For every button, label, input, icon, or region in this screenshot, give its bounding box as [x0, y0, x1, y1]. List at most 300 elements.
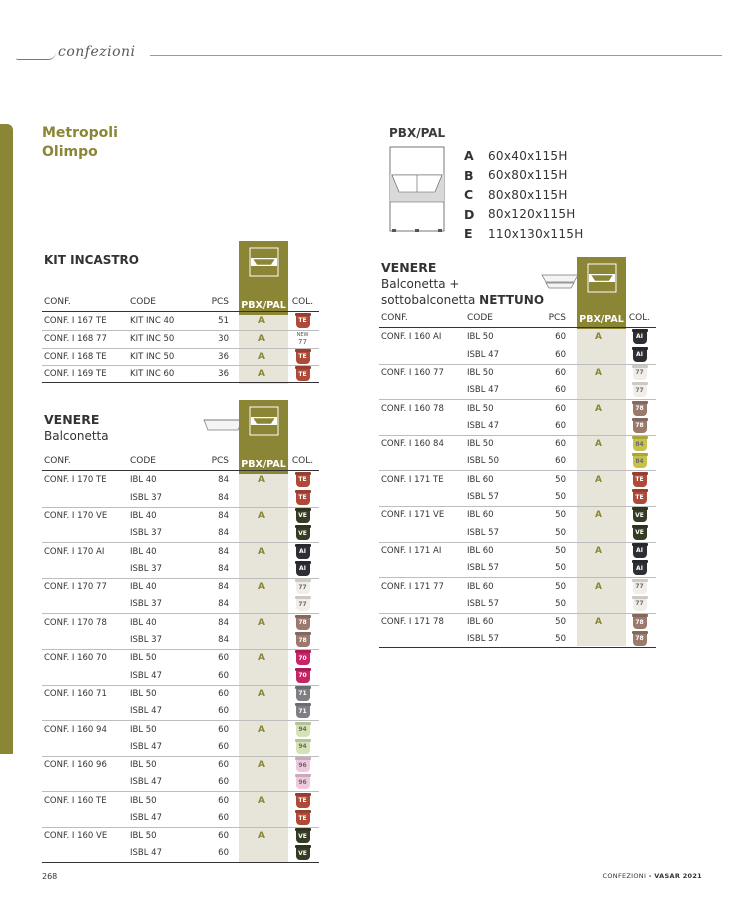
cell-pbx: A: [258, 688, 265, 699]
color-swatch-te: [296, 811, 310, 825]
color-swatch-ve: [633, 508, 647, 522]
cell-conf: CONF. I 170 78: [44, 617, 107, 628]
table-row: [379, 542, 656, 560]
cell-code: ISBL 47: [130, 848, 162, 859]
table-row: [379, 435, 656, 453]
table-row: [379, 559, 656, 577]
cell-color: [286, 597, 319, 611]
cell-color: [286, 794, 319, 808]
table-row: [42, 702, 319, 720]
cell-color: [623, 366, 656, 380]
color-code: 94: [298, 726, 307, 734]
cell-color: [623, 348, 656, 362]
color-code: 96: [298, 778, 307, 786]
brand-line1: Metropoli: [42, 125, 118, 141]
cell-pcs: 60: [218, 688, 229, 699]
cell-pbx: A: [595, 510, 602, 521]
cell-color: [286, 829, 319, 843]
cell-code: ISBL 47: [130, 813, 162, 824]
color-code: 78: [298, 619, 307, 627]
cell-conf: CONF. I 160 71: [44, 688, 107, 699]
color-swatch-71: [296, 704, 310, 718]
pbx-letter: E: [464, 226, 473, 242]
color-swatch-96: [296, 758, 310, 772]
table-row: [42, 560, 319, 578]
table-row: [379, 524, 656, 542]
new-label: NEW: [296, 332, 309, 339]
cell-pbx: A: [258, 474, 265, 485]
cell-pcs: 60: [555, 331, 566, 342]
header-conf: CONF.: [44, 297, 71, 307]
cell-conf: CONF. I 170 77: [44, 582, 107, 593]
cell-pcs: 84: [218, 546, 229, 557]
cell-pcs: 84: [218, 563, 229, 574]
color-code: 77: [635, 369, 644, 377]
cell-pcs: 50: [555, 563, 566, 574]
cell-code: IBL 50: [130, 653, 157, 664]
table-row: [42, 827, 319, 845]
table-row: [379, 577, 656, 595]
table-row: [42, 720, 319, 738]
cell-conf: CONF. I 171 78: [381, 617, 444, 628]
venere-balconetta-table: [42, 452, 319, 863]
pbx-dimension-row: [464, 205, 584, 225]
footer-separator: -: [646, 872, 655, 880]
cell-code: ISBL 47: [130, 706, 162, 717]
header-divider: [150, 55, 722, 56]
cell-conf: CONF. I 170 TE: [44, 474, 107, 485]
cell-color: [623, 580, 656, 594]
color-code: VE: [635, 529, 644, 537]
header-pcs: PCS: [211, 456, 229, 466]
color-code: 84: [635, 457, 644, 465]
table-row: [42, 667, 319, 685]
footer-catalog: [603, 872, 702, 880]
cell-code: ISBL 47: [130, 670, 162, 681]
table-row: [42, 631, 319, 649]
header-col: COL.: [291, 456, 314, 466]
cell-pcs: 60: [218, 831, 229, 842]
cell-pbx: A: [258, 546, 265, 557]
cell-pcs: 60: [218, 760, 229, 771]
color-swatch-70: [296, 669, 310, 683]
cell-color: [286, 526, 319, 540]
cell-pcs: 50: [555, 633, 566, 644]
color-code: 77: [635, 583, 644, 591]
cell-code: IBL 50: [130, 795, 157, 806]
cell-color: [286, 509, 319, 523]
header-pcs: PCS: [211, 297, 229, 307]
color-swatch-77: [633, 580, 647, 594]
cell-pcs: 50: [555, 510, 566, 521]
table-row: [379, 453, 656, 471]
subtitle2-text: sottobalconetta: [381, 293, 476, 307]
cell-code: IBL 50: [467, 439, 494, 450]
cell-code: ISBL 37: [130, 528, 162, 539]
venere-title: VENERE: [44, 412, 100, 427]
cell-color: [286, 545, 319, 559]
venere-balconetta-title: [44, 412, 109, 444]
color-swatch-ve: [296, 829, 310, 843]
color-code: AI: [299, 548, 306, 556]
table-row: [379, 399, 656, 417]
color-swatch-ai: [633, 330, 647, 344]
header-code: CODE: [130, 297, 156, 307]
cell-code: IBL 50: [130, 760, 157, 771]
cell-color: [623, 437, 656, 451]
cell-color: [623, 419, 656, 433]
cell-pcs: 60: [555, 403, 566, 414]
cell-color: [286, 562, 319, 576]
color-code: TE: [635, 476, 644, 484]
color-swatch-ai: [296, 562, 310, 576]
nettuno-pbx-header-label: PBX/PAL: [579, 314, 624, 325]
pallet-icon: [249, 247, 279, 277]
cell-code: ISBL 37: [130, 492, 162, 503]
color-swatch-ve: [633, 526, 647, 540]
cell-pcs: 30: [218, 334, 229, 345]
color-swatch-78: [633, 402, 647, 416]
table-row: [42, 312, 319, 330]
cell-pcs: 60: [555, 349, 566, 360]
cell-pcs: 60: [555, 420, 566, 431]
venere-nettuno-heading: VENERE: [381, 260, 437, 275]
kit-incastro-title: KIT INCASTRO: [44, 253, 139, 267]
table-row: [42, 791, 319, 809]
color-code: 94: [298, 743, 307, 751]
cell-conf: CONF. I 170 VE: [44, 510, 108, 521]
cell-code: IBL 40: [130, 510, 157, 521]
table-row: [42, 738, 319, 756]
cell-conf: CONF. I 171 AI: [381, 545, 442, 556]
cell-color: [623, 473, 656, 487]
table-row: [379, 417, 656, 435]
brand-line2: Olimpo: [42, 144, 98, 160]
cell-color: [286, 367, 319, 381]
cell-pbx: A: [258, 724, 265, 735]
cell-code: IBL 50: [130, 724, 157, 735]
footer-section: CONFEZIONI: [602, 872, 647, 880]
table-row: [42, 809, 319, 827]
cell-color: [623, 632, 656, 646]
cell-pcs: 60: [218, 653, 229, 664]
cell-pcs: 50: [555, 492, 566, 503]
color-code: 77: [298, 338, 307, 347]
cell-pbx: A: [595, 403, 602, 414]
kit-pbx-header-label: PBX/PAL: [241, 300, 286, 311]
cell-pcs: 60: [555, 367, 566, 378]
color-swatch-77: [633, 383, 647, 397]
cell-code: IBL 40: [130, 582, 157, 593]
pbx-dimension: 110x130x115H: [488, 226, 584, 241]
table-header-row: [379, 309, 656, 328]
color-code: 77: [635, 386, 644, 394]
cell-conf: CONF. I 168 TE: [44, 351, 107, 362]
table-row: [42, 649, 319, 667]
color-swatch-84: [633, 437, 647, 451]
cell-pcs: 60: [555, 456, 566, 467]
color-swatch-te: [296, 794, 310, 808]
table-header-row: [42, 293, 319, 312]
table-row: [42, 596, 319, 614]
color-code: TE: [298, 353, 307, 361]
table-row: [42, 845, 319, 863]
cell-color: [286, 723, 319, 737]
cell-color: [623, 383, 656, 397]
table-row: [379, 470, 656, 488]
cell-pbx: A: [258, 315, 265, 326]
venere-subtitle: Balconetta: [44, 429, 109, 443]
table-row: [379, 506, 656, 524]
pbx-dimension-row: [464, 146, 584, 166]
color-code: 71: [298, 707, 307, 715]
cell-conf: CONF. I 160 84: [381, 439, 444, 450]
pallet-diagram: [389, 146, 445, 232]
cell-pcs: 84: [218, 510, 229, 521]
color-swatch-94: [296, 723, 310, 737]
cell-pbx: A: [258, 510, 265, 521]
table-row: [42, 685, 319, 703]
color-code: TE: [298, 317, 307, 325]
color-swatch-te: [296, 367, 310, 381]
venere-nettuno-subtitle1: Balconetta +: [381, 277, 460, 291]
cell-code: IBL 50: [467, 331, 494, 342]
color-code: 78: [635, 405, 644, 413]
color-swatch-te: [633, 473, 647, 487]
table-row: [42, 471, 319, 489]
color-swatch-78: [633, 615, 647, 629]
cell-color: [286, 633, 319, 647]
cell-conf: CONF. I 171 77: [381, 581, 444, 592]
color-swatch-77: [633, 597, 647, 611]
table-header-row: [42, 452, 319, 471]
pbx-dimension-row: [464, 224, 584, 244]
header-pcs: PCS: [548, 313, 566, 323]
cell-pcs: 84: [218, 599, 229, 610]
cell-color: [286, 350, 319, 364]
table-row: [379, 346, 656, 364]
cell-pbx: A: [258, 582, 265, 593]
cell-pcs: 60: [218, 813, 229, 824]
color-code: 84: [635, 440, 644, 448]
cell-color: [286, 687, 319, 701]
cell-color: [286, 580, 319, 594]
color-swatch-ve: [296, 526, 310, 540]
header-code: CODE: [467, 313, 493, 323]
cell-color: [286, 332, 319, 346]
color-code: AI: [636, 351, 643, 359]
color-code: VE: [298, 849, 307, 857]
cell-pcs: 60: [555, 439, 566, 450]
color-code: VE: [635, 511, 644, 519]
color-swatch-ai: [633, 544, 647, 558]
cell-pcs: 50: [555, 598, 566, 609]
cell-conf: CONF. I 171 TE: [381, 474, 444, 485]
cell-pcs: 84: [218, 582, 229, 593]
cell-pcs: 84: [218, 635, 229, 646]
nettuno-pot-icon: [541, 273, 579, 289]
color-swatch-ve: [296, 846, 310, 860]
cell-conf: CONF. I 160 VE: [44, 831, 108, 842]
cell-color: [286, 616, 319, 630]
pbx-letter: B: [464, 167, 474, 183]
header-conf: CONF.: [381, 313, 408, 323]
color-swatch-78: [296, 616, 310, 630]
table-row: [379, 595, 656, 613]
table-row: [379, 488, 656, 506]
cell-pbx: A: [258, 795, 265, 806]
color-code: 70: [298, 672, 307, 680]
cell-pcs: 84: [218, 617, 229, 628]
cell-code: IBL 50: [467, 367, 494, 378]
color-code: AI: [636, 564, 643, 572]
cell-color: [286, 473, 319, 487]
cell-color: [623, 330, 656, 344]
cell-pbx: A: [595, 331, 602, 342]
color-swatch-77: [296, 580, 310, 594]
cell-pcs: 60: [218, 795, 229, 806]
color-swatch-94: [296, 740, 310, 754]
color-swatch-te: [296, 350, 310, 364]
color-code: TE: [298, 814, 307, 822]
cell-conf: CONF. I 171 VE: [381, 510, 445, 521]
cell-pcs: 84: [218, 474, 229, 485]
color-code: 77: [635, 600, 644, 608]
color-code: 77: [298, 600, 307, 608]
cell-code: IBL 50: [130, 688, 157, 699]
cell-color: [623, 526, 656, 540]
cell-pbx: A: [258, 653, 265, 664]
color-swatch-te: [633, 490, 647, 504]
pbx-dimension: 60x40x115H: [488, 148, 568, 163]
table-row: [42, 756, 319, 774]
brand-title: [42, 124, 118, 162]
table-row: [379, 328, 656, 346]
cell-pbx: A: [595, 617, 602, 628]
cell-pcs: 84: [218, 492, 229, 503]
color-code: AI: [636, 333, 643, 341]
cell-conf: CONF. I 160 70: [44, 653, 107, 664]
cell-pbx: A: [258, 369, 265, 380]
cell-code: ISBL 47: [467, 420, 499, 431]
cell-conf: CONF. I 167 TE: [44, 315, 107, 326]
cell-code: IBL 60: [467, 545, 494, 556]
color-code: 71: [298, 690, 307, 698]
cell-pcs: 51: [218, 315, 229, 326]
color-swatch-78: [296, 633, 310, 647]
header-col: COL.: [628, 313, 651, 323]
cell-color: [286, 491, 319, 505]
color-code: TE: [298, 370, 307, 378]
cell-conf: CONF. I 169 TE: [44, 369, 107, 380]
table-row: [42, 365, 319, 383]
cell-color: [286, 704, 319, 718]
table-row: [42, 348, 319, 366]
header-col: COL.: [291, 297, 314, 307]
color-swatch-70: [296, 651, 310, 665]
cell-code: IBL 40: [130, 474, 157, 485]
footer-catalog-name: VASAR 2021: [654, 872, 702, 880]
cell-code: IBL 60: [467, 617, 494, 628]
cell-pcs: 50: [555, 474, 566, 485]
cell-pbx: A: [595, 367, 602, 378]
pbx-dimension-row: [464, 185, 584, 205]
section-script-title: confezioni: [58, 44, 136, 60]
cell-pcs: 60: [218, 848, 229, 859]
table-row: [379, 364, 656, 382]
table-row: [379, 631, 656, 649]
pbx-dimension: 80x80x115H: [488, 187, 568, 202]
cell-color: [623, 402, 656, 416]
cell-code: ISBL 57: [467, 492, 499, 503]
table-row: [379, 613, 656, 631]
cell-pbx: A: [595, 545, 602, 556]
color-code: TE: [298, 476, 307, 484]
cell-color: [623, 544, 656, 558]
cell-code: KIT INC 50: [130, 334, 175, 345]
cell-color: [286, 846, 319, 860]
page-number: 268: [42, 872, 58, 881]
cell-code: ISBL 47: [467, 385, 499, 396]
table-row: [42, 507, 319, 525]
table-row: [42, 774, 319, 792]
color-swatch-78: [633, 419, 647, 433]
color-code: AI: [299, 565, 306, 573]
cell-code: IBL 40: [130, 617, 157, 628]
cell-conf: CONF. I 160 94: [44, 724, 107, 735]
color-swatch-71: [296, 687, 310, 701]
cell-code: IBL 50: [130, 831, 157, 842]
cell-pbx: A: [258, 617, 265, 628]
cell-color: [286, 651, 319, 665]
subtitle-nettuno: NETTUNO: [479, 293, 545, 307]
venere-nettuno-subtitle2: [381, 292, 544, 308]
cell-pcs: 60: [218, 724, 229, 735]
cell-color: [286, 669, 319, 683]
cell-pbx: A: [595, 581, 602, 592]
color-code: 78: [635, 618, 644, 626]
cell-code: ISBL 57: [467, 527, 499, 538]
cell-conf: CONF. I 160 78: [381, 403, 444, 414]
color-code: 70: [298, 654, 307, 662]
cell-conf: CONF. I 168 77: [44, 334, 107, 345]
color-swatch-te: [296, 491, 310, 505]
cell-code: IBL 40: [130, 546, 157, 557]
new-color-badge: [297, 332, 309, 346]
cell-code: KIT INC 60: [130, 369, 175, 380]
color-code: VE: [298, 832, 307, 840]
cell-code: ISBL 37: [130, 563, 162, 574]
pbx-letter: C: [464, 187, 474, 203]
cell-conf: CONF. I 160 TE: [44, 795, 107, 806]
cell-color: [286, 758, 319, 772]
pbx-info-title: PBX/PAL: [389, 126, 446, 140]
cell-code: KIT INC 40: [130, 315, 175, 326]
cell-color: [623, 490, 656, 504]
cell-color: [286, 740, 319, 754]
kit-incastro-table: [42, 293, 319, 383]
color-swatch-ai: [633, 561, 647, 575]
cell-conf: CONF. I 160 AI: [381, 331, 442, 342]
color-code: TE: [635, 493, 644, 501]
cell-code: ISBL 47: [467, 349, 499, 360]
color-code: VE: [298, 529, 307, 537]
pallet-icon: [249, 406, 279, 436]
balconetta-pot-icon: [203, 418, 243, 432]
table-row: [42, 613, 319, 631]
color-swatch-78: [633, 632, 647, 646]
color-swatch-ve: [296, 509, 310, 523]
